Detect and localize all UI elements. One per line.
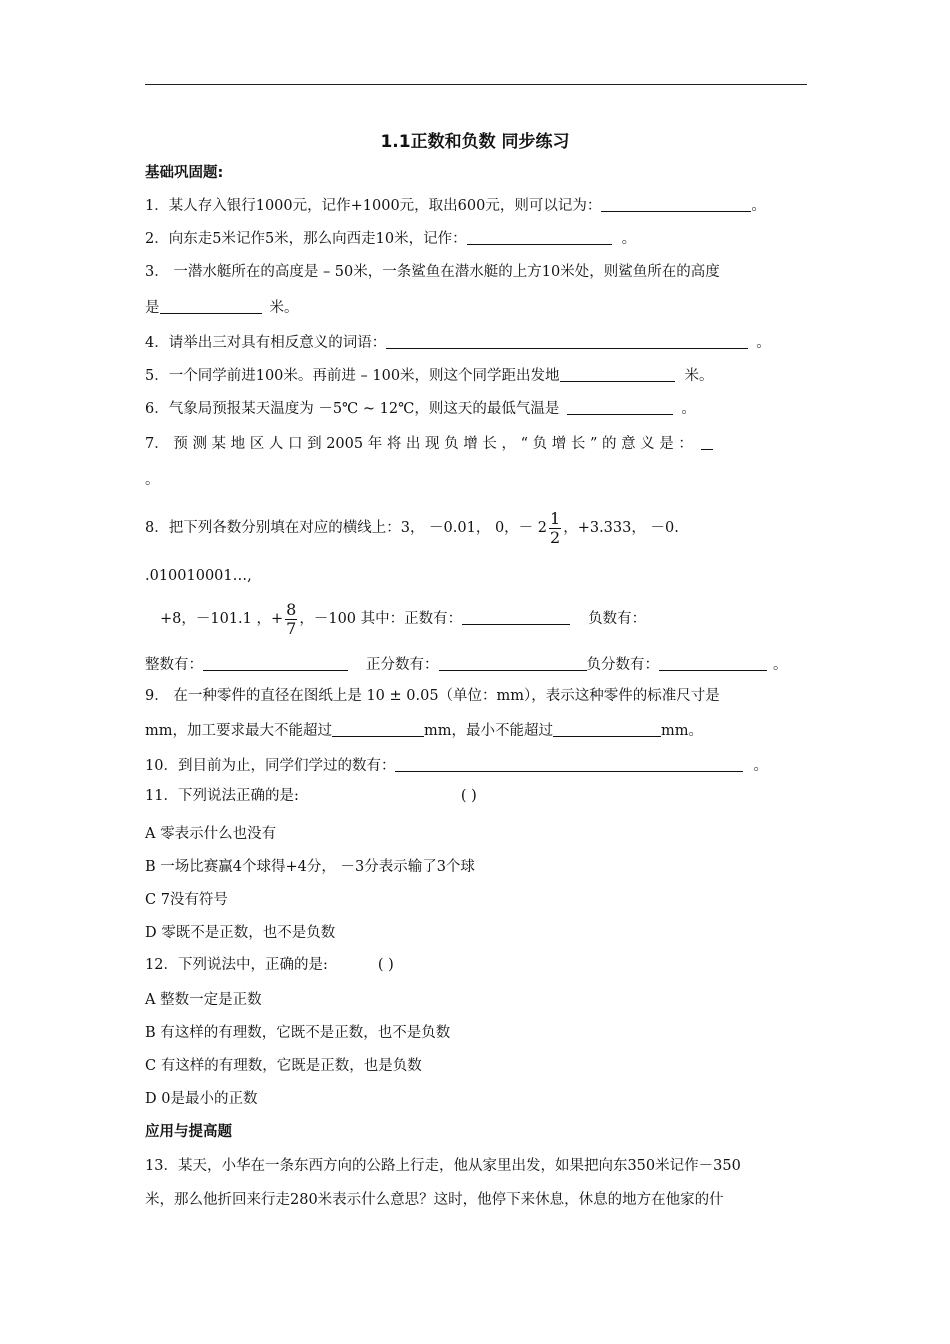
answer-paren-11[interactable]: ( ) bbox=[460, 788, 477, 804]
q11-option-b[interactable]: B 一场比赛赢4个球得+4分， －3分表示输了3个球 bbox=[145, 859, 475, 875]
question-2: 2．向东走5米记作5米，那么向西走10米，记作： 。 bbox=[145, 231, 637, 247]
answer-blank-positive[interactable] bbox=[462, 610, 570, 625]
answer-blank-integer[interactable] bbox=[203, 656, 348, 671]
question-3-line1: 3． 一潜水艇所在的高度是 – 50米，一条鲨鱼在潜水艇的上方10米处，则鲨鱼所在的高度 bbox=[145, 264, 720, 280]
q12-option-a[interactable]: A 整数一定是正数 bbox=[145, 992, 262, 1008]
question-6: 6．气象局预报某天温度为 －5℃ ~ 12℃，则这天的最低气温是 。 bbox=[145, 401, 696, 417]
answer-blank-min[interactable] bbox=[553, 722, 661, 737]
answer-paren-12[interactable]: ( ) bbox=[377, 957, 394, 973]
answer-blank-3[interactable] bbox=[160, 299, 262, 314]
q11-option-d[interactable]: D 零既不是正数，也不是负数 bbox=[145, 925, 336, 941]
fraction-eight-sevenths: $\frac{8}{7}$ bbox=[286, 599, 297, 638]
header-rule bbox=[145, 84, 807, 85]
section-basic-heading: 基础巩固题: bbox=[145, 165, 224, 181]
answer-blank-4[interactable] bbox=[386, 334, 748, 349]
question-3-line2: 是 米。 bbox=[145, 300, 299, 316]
question-1: 1．某人存入银行1000元，记作+1000元，取出600元，则可以记为： 。 bbox=[145, 198, 766, 214]
question-4: 4．请举出三对具有相反意义的词语： 。 bbox=[145, 335, 771, 351]
answer-blank-2[interactable] bbox=[467, 230, 612, 245]
q12-option-b[interactable]: B 有这样的有理数，它既不是正数，也不是负数 bbox=[145, 1025, 451, 1041]
question-13-line1: 13．某天，小华在一条东西方向的公路上行走，他从家里出发，如果把向东350米记作－350 bbox=[145, 1158, 741, 1174]
answer-blank-6[interactable] bbox=[567, 400, 673, 415]
question-8-line2: .010010001…, bbox=[145, 568, 252, 584]
answer-blank-5[interactable] bbox=[560, 367, 675, 382]
question-12: 12．下列说法中，正确的是: ( ) bbox=[145, 957, 394, 973]
answer-blank-positive-fraction[interactable] bbox=[439, 656, 587, 671]
question-13-line2: 米，那么他折回来行走280米表示什么意思？这时，他停下来休息，休息的地方在他家的什 bbox=[145, 1192, 724, 1208]
question-7: 7． 预 测 某 地 区 人 口 到 2005 年 将 出 现 负 增 长 ， “ 负 增 长 ” 的 意 义 是 ： bbox=[145, 434, 713, 454]
fraction-one-half: $\frac{1}{2}$ bbox=[550, 508, 561, 547]
question-8-line1: 8．把下列各数分别填在对应的横线上：3， －0.01， 0，－ 2 $\frac{1}{2}$ ，+3.333， －0. bbox=[145, 508, 679, 547]
question-9-line1: 9． 在一种零件的直径在图纸上是 10 ± 0.05（单位：mm），表示这种零件的标准尺寸是 bbox=[145, 688, 720, 704]
answer-blank-10[interactable] bbox=[395, 757, 743, 772]
q12-option-c[interactable]: C 有这样的有理数，它既是正数，也是负数 bbox=[145, 1058, 422, 1074]
q11-option-c[interactable]: C 7没有符号 bbox=[145, 892, 228, 908]
question-10: 10．到目前为止，同学们学过的数有： 。 bbox=[145, 758, 768, 774]
question-11: 11．下列说法正确的是: ( ) bbox=[145, 788, 477, 804]
answer-blank-max[interactable] bbox=[332, 722, 424, 737]
question-9-line2: mm，加工要求最大不能超过 mm，最小不能超过 mm。 bbox=[145, 723, 703, 739]
answer-blank-1[interactable] bbox=[601, 197, 751, 212]
question-8-line3: +8，－101.1 ，+ $\frac{8}{7}$ ，－100 其中：正数有： 负数有： bbox=[160, 599, 647, 638]
q11-option-a[interactable]: A 零表示什么也没有 bbox=[145, 826, 277, 842]
question-7-end: 。 bbox=[145, 472, 160, 488]
section-applied-heading: 应用与提高题 bbox=[145, 1124, 232, 1140]
question-5: 5．一个同学前进100米。再前进 – 100米，则这个同学距出发地 米。 bbox=[145, 368, 714, 384]
question-8-line4: 整数有： 正分数有： 负分数有： 。 bbox=[145, 657, 788, 673]
q12-option-d[interactable]: D 0是最小的正数 bbox=[145, 1091, 258, 1107]
answer-blank-7[interactable] bbox=[701, 435, 713, 450]
answer-blank-negative-fraction[interactable] bbox=[659, 656, 767, 671]
page-title: 1.1正数和负数 同步练习 bbox=[380, 132, 570, 152]
